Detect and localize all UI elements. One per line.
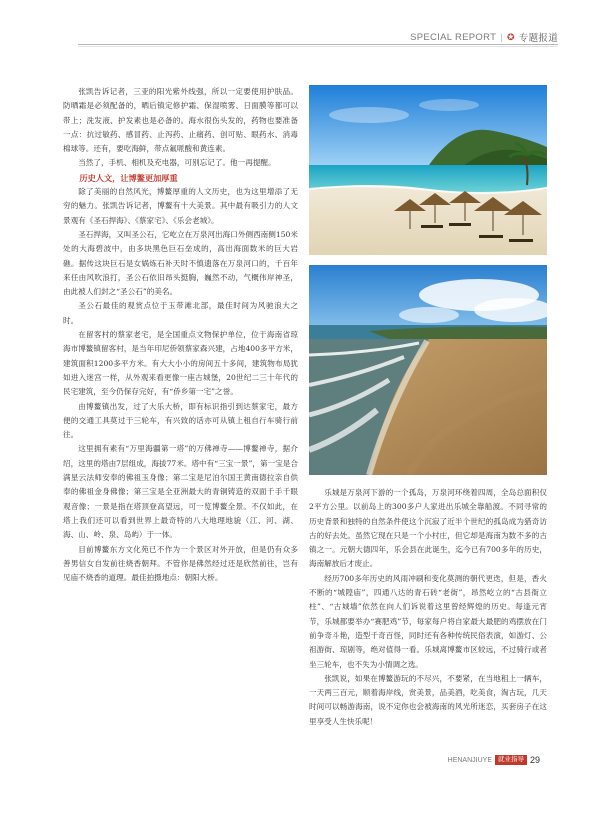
- paragraph: 目前博鳌东方文化苑已不作为一个景区对外开放，但是仍有众多善男信女自发前往烧香朝拜。不管你是佛然经过还是欣然前往，岂有见庙不烧香的道理。最佳拍摄地点：朝阳大桥。: [63, 544, 298, 583]
- header-rule-secondary: [78, 46, 558, 47]
- paragraph: 除了美丽的自然风光，博鳌厚重的人文历史，也为这里增添了无穷的魅力。张凯告诉记者，博鳌有十大美景。其中最有吸引力的人文景观有《圣石捍海》、《蔡家宅》、《乐会老城》。: [63, 187, 298, 225]
- paragraph: 当然了，手机、相机及充电器，可别忘记了。他一再提醒。: [78, 158, 276, 168]
- section-title-cn: 专题报道: [518, 33, 558, 44]
- paragraph: 乐城是万泉河下游的一个孤岛，万泉河环绕着四周，全岛总面积仅2平方公里。以前岛上的300多户人家进出乐城全靠船渡。不同寻常的历史背景和独特的自然条件使这个沉寂了近半个世纪的孤岛成为猎奇访古的好去处。虽然它现在只是一个小村庄，但它却是海南为数不多的古镇之一。元朝大德四年，乐会县在此诞生，迄今已有700多年的历史，海南解放后才废止。: [309, 488, 547, 569]
- header-separator: |: [500, 31, 503, 43]
- coastline-photo: [309, 265, 547, 475]
- paragraph: 张凯说，如果在博鳌游玩的不尽兴，不要紧，在当地租上一辆车，一天两三百元，顺着海岸线，赏美景，品美酒，吃美食，淘古玩，几天时间可以畅游海南，说不定你也会被海南的风光所迷恋，买套房子在这里享受人生快乐呢！: [309, 673, 547, 726]
- paragraph: 圣石捍海，又叫圣公石，它屹立在万泉河出海口外侧西南侧150米处的大海碧波中，由多块黑色巨石垒成的，高出海面数米的巨大岩礁。据传这块巨石是女娲炼石补天时不慎遗落在万泉河口的，千百年来任由风吹浪打，圣公石依旧昂头挺胸，巍然不动，气概伟岸神圣，由此被人们封之“圣公石”的美名。: [63, 229, 298, 297]
- section-heading: 历史人文，让博鳌更加厚重: [79, 172, 178, 183]
- beach-umbrellas-photo: [309, 85, 547, 255]
- right-column: [309, 486, 547, 729]
- magazine-name: HENANJIUYE: [447, 756, 492, 764]
- paragraph: 张凯告诉记者，三亚的阳光紫外线强，所以一定要使用护肤品。防晒霜是必须配备的，晒后镇定修护霜、保湿喷雾、日面膜等都可以带上；洗发液、护发素也是必备的。海水很伤头发的，药物也要准备一点：抗过敏药、感冒药、止泻药、止痛药、创可贴、眼药水、消毒棉球等。还有，要吃海鲜，带点氟哌酸和黄连素。: [63, 87, 298, 154]
- paragraph: 经历700多年历史的风雨冲刷和变化莫测的朝代更迭，但是，香火不断的“城隍庙”，四通八达的青石砖“老街”，昂然屹立的“古县衙立柱”、“古城墙”依然在向人们诉说着这里曾经辉煌的历史。每逢元宵节，乐城都要举办“赛肥鸡”节，每家每户将自家最大最肥的鸡摆放在门前争奇斗艳，造型千奇百怪，同时还有各种传统民俗表演，如游灯、公祖游街、琼剧等，绝对值得一看。乐城离博鳌市区较远，不过骑行或者坐三轮车，也不失为小情调之选。: [309, 573, 547, 669]
- star-icon: ✪: [506, 31, 515, 42]
- left-column: [63, 85, 298, 585]
- page-footer: [448, 755, 540, 765]
- header-rule: [78, 44, 558, 45]
- paragraph: 在留客村的蔡家老宅，是全国重点文物保护单位，位于海南省琼海市博鳌镇留客村，是当年印尼侨领蔡家森兴建，占地400多平方米，建筑面积1200多平方米。有大大小小的房间五十多间，建筑物布局犹如进入迷宫一样，从外观来看更像一座古城堡，20世纪二三十年代的民宅建筑，至今仍保存完好，有“侨乡第一宅”之誉。: [63, 330, 298, 397]
- magazine-badge: 就业指导: [495, 755, 527, 765]
- paragraph: 这里拥有素有“万里海疆第一塔”的万佛禅寺——博鳌禅寺，据介绍，这里的塔由7层组成，海拔77米。塔中有“三宝一景”，第一宝是合满星云法师安奉的佛祖玉身像；第二宝是尼泊尔国王黄南德拉亲自供奉的佛祖金身佛像；第三宝是全亚洲最大的青铜铸造的双面千手千眼观音像；一景是指在塔顶登高望远，可一览博鳌全景。不仅如此，在塔上我们还可以看到世界上最奇特的八大地理地貌（江、河、湖、海、山、岭、泉、岛屿）于一体。: [63, 444, 298, 540]
- page-header: [410, 30, 558, 44]
- page-number: 29: [529, 755, 540, 765]
- section-title-en: SPECIAL REPORT: [410, 31, 497, 43]
- paragraph: 由博鳌镇出发，过了大乐大桥，即有标识指引到达蔡家宅，最方便的交通工具莫过于三轮车，有兴致的话亦可从镇上租自行车骑行前往。: [63, 401, 298, 440]
- paragraph: 圣公石最佳的观赏点位于玉带滩北部，最佳时间为风驰浪大之时。: [63, 301, 298, 325]
